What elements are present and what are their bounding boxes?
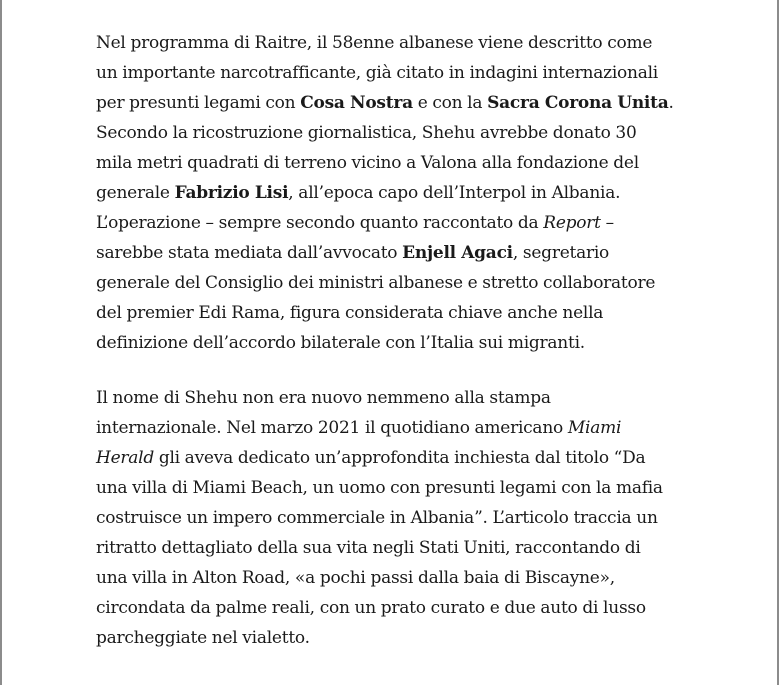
person-enjell-agaci: Enjell Agaci	[402, 243, 513, 263]
article-paragraph-1	[96, 28, 676, 358]
paragraph-text: gli aveva dedicato un’approfondita inchiesta dal titolo “Da una villa di Miami Beach, un uomo con presunti legami con la mafia costruisce un impero commerciale in Albania”. L’articolo traccia un ritratto dettagliato della sua vita negli Stati Uniti, raccontando di una villa in Alton Road, «a pochi passi dalla baia di Biscayne», circondata da palme reali, con un prato curato e due auto di lusso parcheggiate nel vialetto.	[96, 448, 663, 648]
paragraph-text: Nel programma di Raitre, il 58enne albanese viene descritto come un importante narcotrafficante, già citato in indagini internazionali per presunti legami con	[96, 33, 658, 113]
paragraph-text: – sarebbe stata mediata dall’avvocato	[96, 213, 614, 263]
article-paragraph-2	[96, 383, 676, 653]
entity-cosa-nostra: Cosa Nostra	[300, 93, 413, 113]
paragraph-text: e con la	[412, 93, 488, 113]
paragraph-text: Il nome di Shehu non era nuovo nemmeno alla stampa internazionale. Nel marzo 2021 il quotidiano americano	[96, 388, 568, 438]
publication-miami-herald: Miami Herald	[96, 418, 622, 468]
paragraph-text: , segretario generale del Consiglio dei ministri albanese e stretto collaboratore del premier Edi Rama, figura considerata chiave anche nella definizione dell’accordo bilaterale con l’Italia sui migranti.	[96, 243, 656, 353]
window-left-border	[0, 0, 2, 685]
person-fabrizio-lisi: Fabrizio Lisi	[174, 183, 289, 203]
entity-sacra-corona-unita: Sacra Corona Unita	[487, 93, 669, 113]
article-body	[96, 28, 676, 678]
paragraph-text: , all’epoca capo dell’Interpol in Albania. L’operazione – sempre secondo quanto raccontato da	[96, 183, 621, 233]
program-title-report: Report	[543, 213, 601, 233]
paragraph-text: . Secondo la ricostruzione giornalistica, Shehu avrebbe donato 30 mila metri quadrati di terreno vicino a Valona alla fondazione del generale	[96, 93, 674, 203]
